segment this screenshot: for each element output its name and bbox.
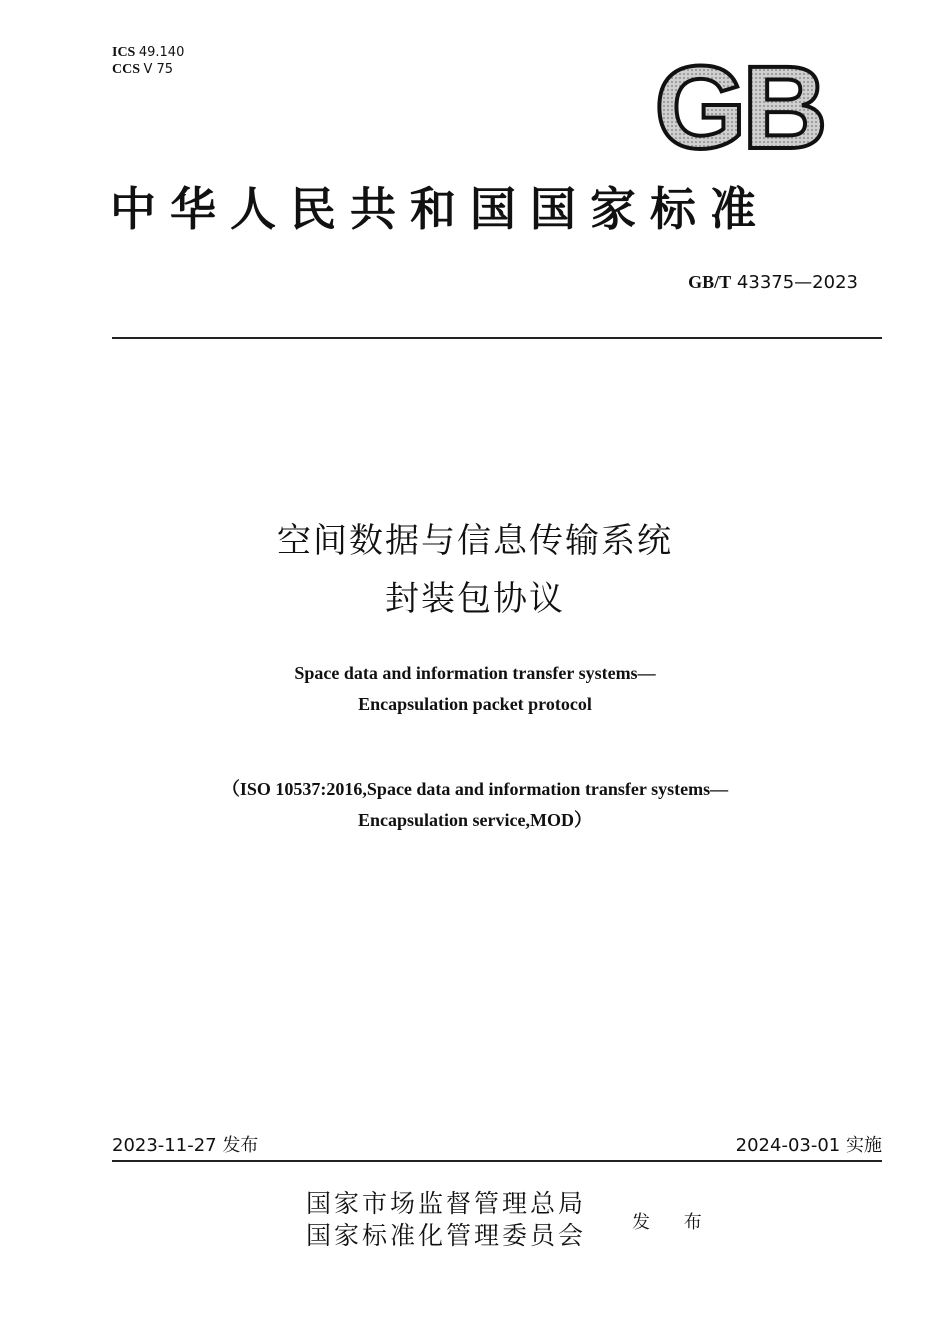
english-title-line1: Space data and information transfer systems— <box>294 663 656 683</box>
classification-codes <box>112 44 184 78</box>
ccs-code: CCS V 75 <box>112 62 174 77</box>
header-divider <box>112 337 882 339</box>
chinese-title-line2: 封装包协议 <box>385 579 565 619</box>
standard-number: GB/T 43375—2023 <box>688 272 858 293</box>
adoption-note <box>0 774 950 836</box>
gb-logo-text: GB <box>654 56 824 156</box>
national-standard-title: 中华人民共和国国家标准 <box>110 182 770 236</box>
implement-date: 2024-03-01 实施 <box>735 1135 882 1156</box>
ics-code: ICS 49.140 <box>112 45 185 60</box>
adoption-note-line2: Encapsulation service,MOD） <box>358 810 592 830</box>
chinese-title <box>0 512 950 628</box>
issuer-sac: 国家标准化管理委员会 <box>306 1221 587 1250</box>
issuer-samr: 国家市场监督管理总局 <box>306 1189 587 1218</box>
english-title-line2: Encapsulation packet protocol <box>358 694 592 714</box>
adoption-note-line1: （ISO 10537:2016,Space data and information transfer systems— <box>221 779 729 799</box>
issuing-authorities <box>306 1188 586 1252</box>
gb-logo <box>646 56 832 156</box>
english-title <box>0 658 950 720</box>
publish-date: 2023-11-27 发布 <box>112 1135 259 1156</box>
publish-label: 发 布 <box>632 1212 716 1233</box>
chinese-title-line1: 空间数据与信息传输系统 <box>277 521 673 561</box>
footer-divider <box>112 1160 882 1162</box>
